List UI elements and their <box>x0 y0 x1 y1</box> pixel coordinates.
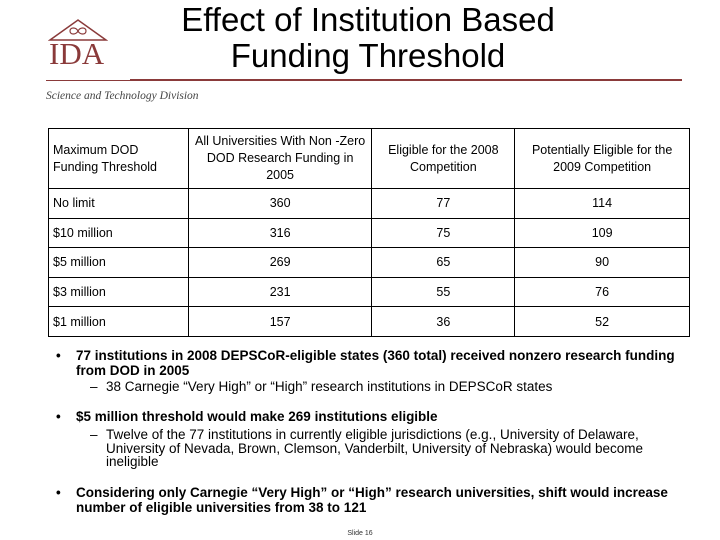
eligible-2008-cell: 65 <box>372 248 515 278</box>
bullet-symbol: • <box>56 348 61 363</box>
all-universities-cell: 157 <box>188 307 372 337</box>
title-line-1: Effect of Institution Based <box>181 1 555 38</box>
page-title <box>168 2 568 74</box>
eligible-2008-cell: 55 <box>372 277 515 307</box>
eligible-2008-cell: 75 <box>372 218 515 248</box>
eligible-2008-cell: 77 <box>372 189 515 219</box>
header-max-threshold: Maximum DOD Funding Threshold <box>49 129 189 189</box>
eligible-2009-cell: 76 <box>515 277 690 307</box>
header-all-universities: All Universities With Non -Zero DOD Research Funding in 2005 <box>188 129 372 189</box>
threshold-cell: No limit <box>49 189 189 219</box>
eligible-2008-cell: 36 <box>372 307 515 337</box>
all-universities-cell: 269 <box>188 248 372 278</box>
slide-number: Slide 16 <box>347 530 373 537</box>
threshold-cell: $3 million <box>49 277 189 307</box>
dash-symbol: – <box>90 427 98 442</box>
bullet-symbol: • <box>56 409 61 424</box>
eligible-2009-cell: 114 <box>515 189 690 219</box>
title-divider <box>130 79 682 81</box>
funding-threshold-table <box>48 128 690 337</box>
table-row <box>49 307 690 337</box>
logo-text: IDA <box>49 36 105 71</box>
table-row <box>49 189 690 219</box>
bullet-symbol: • <box>56 485 61 500</box>
table-row <box>49 218 690 248</box>
eligible-2009-cell: 109 <box>515 218 690 248</box>
sub-bullet-text: Twelve of the 77 institutions in currently eligible jurisdictions (e.g., University of Delaware, University of Nevada, Brown, Clemson, Vanderbilt, University of Nebraska) would become ineligible <box>106 427 643 469</box>
eligible-2009-cell: 52 <box>515 307 690 337</box>
division-label: Science and Technology Division <box>46 90 199 102</box>
table-row <box>49 248 690 278</box>
eligible-2009-cell: 90 <box>515 248 690 278</box>
header-eligible-2008: Eligible for the 2008 Competition <box>372 129 515 189</box>
sub-bullet-text: 38 Carnegie “Very High” or “High” research institutions in DEPSCoR states <box>106 379 553 394</box>
all-universities-cell: 316 <box>188 218 372 248</box>
bullet-text: 77 institutions in 2008 DEPSCoR-eligible states (360 total) received nonzero research funding from DOD in 2005 <box>76 348 675 378</box>
all-universities-cell: 360 <box>188 189 372 219</box>
threshold-cell: $10 million <box>49 218 189 248</box>
all-universities-cell: 231 <box>188 277 372 307</box>
table-row <box>49 277 690 307</box>
bullet-text: Considering only Carnegie “Very High” or “High” research universities, shift would increase number of eligible universities from 38 to 121 <box>76 485 668 515</box>
title-line-2: Funding Threshold <box>230 37 506 74</box>
dash-symbol: – <box>90 379 98 394</box>
bullet-text: $5 million threshold would make 269 institutions eligible <box>76 409 438 424</box>
threshold-cell: $5 million <box>49 248 189 278</box>
header-eligible-2009: Potentially Eligible for the 2009 Competition <box>515 129 690 189</box>
table-header-row <box>49 129 690 189</box>
threshold-cell: $1 million <box>49 307 189 337</box>
